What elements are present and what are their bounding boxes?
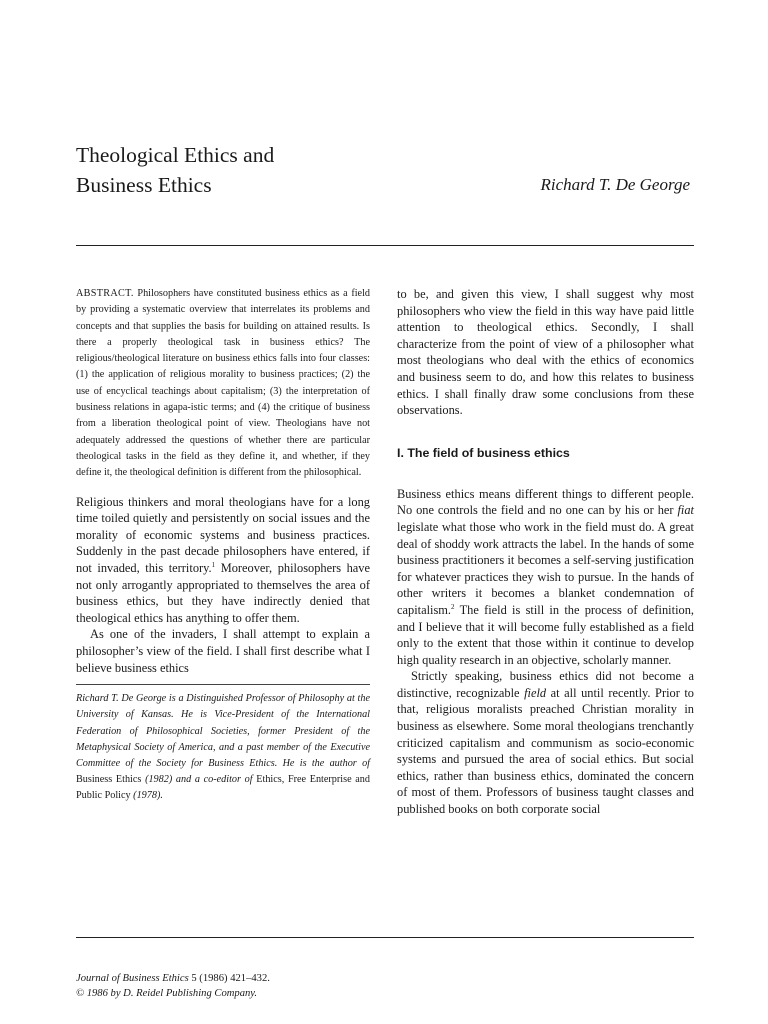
intro-text-a: Religious thinkers and moral theologians have for a long time toiled quietly and persistently on social issues and the morality of economic systems and business practices. Suddenly in the past decade philosophers have entered, if not invaded, this territory. <box>76 494 370 575</box>
footnote-ref-1: 1 <box>211 560 216 569</box>
abstract <box>76 286 370 482</box>
author-book-1: Business Ethics <box>76 774 146 786</box>
section-text-c: The field is still in the process of definition, and I believe that it will become fully established as a field only to the extent that those within it continue to develop high quality research in an objective, scholarly manner. <box>397 602 694 667</box>
author-note <box>76 684 370 804</box>
section-heading: I. The field of business ethics <box>397 445 570 460</box>
journal-footer <box>76 971 270 1001</box>
journal-citation <box>76 971 270 986</box>
intro-paragraph-continued: to be, and given this view, I shall suggest why most philosophers who view the field in this way have paid little attention to theological ethics. Secondly, I shall characterize from the point of view of a philosopher what most theologians who deal with the ethics of economics and business seem to do, and how this relates to business ethics. I shall finally draw some conclusions from these observations. <box>397 287 694 418</box>
author-book-2: Ethics, Free Enterprise and Public Policy <box>76 774 370 802</box>
copyright-line: © 1986 by D. Reidel Publishing Company. <box>76 988 258 999</box>
journal-volume-pages: 5 (1986) 421–432. <box>188 973 270 984</box>
abstract-label: ABSTRACT. <box>76 288 134 299</box>
author-note-year-1: (1982) and a co-editor of <box>145 774 253 786</box>
author-note-year-2: (1978). <box>133 790 163 802</box>
section-text-d: Strictly speaking, business ethics did not become a distinctive, recognizable <box>397 669 694 700</box>
abstract-text: Philosophers have constituted business ethics as a field by providing a systematic overview that interrelates its problems and concepts and that supplies the basis for building on attained results. Is there a properly theological task in business ethics? The religious/theological literature on business ethics falls into four classes: (1) the application of religious morality to business practices; (2) the use of encyclical teachings about capitalism; (3) the interpretation of business relations in agapa-istic terms; and (4) the critique of business from a liberation theological point of view. Theologians have not adequately addressed the questions of whether there are particular theological tasks in the field as they define it, and whether, if they define it, the theological definition is different from the philosophical. <box>76 288 370 479</box>
section-text-a: Business ethics means different things to different people. No one controls the field and no one can by his or her <box>397 486 694 518</box>
title-line-1: Theological Ethics and <box>76 143 275 167</box>
section-paragraph-1 <box>397 486 694 669</box>
section-paragraph-2 <box>397 668 694 817</box>
emphasis-field: field <box>524 685 547 700</box>
article-author: Richard T. De George <box>540 175 690 194</box>
left-column <box>76 286 370 805</box>
intro-paragraph-2: As one of the invaders, I shall attempt to explain a philosopher’s view of the field. I shall first describe what I believe business ethics <box>76 627 370 675</box>
section-text-b: legislate what those who work in the field must do. A great deal of shoddy work attracts the label. In the hands of some business practitioners it becomes a self-serving justification for whatever practices they wish to pursue. In the hands of other writers it becomes a blanket condemnation of capitalism. <box>397 519 694 617</box>
author-note-text: Richard T. De George is a Distinguished Professor of Philosophy at the University of Kansas. He is Vice-President of the International Federation of Philosophical Societies, former President of the Metaphysical Society of America, and a past member of the Executive Committee of the Society for Business Ethics. He is the author of <box>76 693 370 769</box>
footer-rule <box>76 937 694 938</box>
header-rule <box>76 245 694 246</box>
right-column <box>397 286 694 818</box>
footnote-ref-2: 2 <box>451 602 455 611</box>
section-text-e: at all until recently. Prior to that, religious moralists preached Christian morality in business as elsewhere. Some moral theologians trenchantly criticized capitalism and communism as socio-economic systems and pursued the area of social ethics. But social ethics, rather than business ethics, dominated the concern of most of them. Professors of business taught classes and published books on both corporate social <box>397 685 695 817</box>
intro-paragraph-1 <box>76 494 370 627</box>
article-title <box>76 140 274 200</box>
title-line-2: Business Ethics <box>76 173 212 197</box>
intro-text-b: Moreover, philosophers have not only arrogantly appropriated to themselves the area of business ethics, but they have indirectly denied that theological ethics has anything to offer them. <box>76 560 370 625</box>
journal-name: Journal of Business Ethics <box>76 973 189 984</box>
emphasis-fiat: fiat <box>677 503 694 518</box>
